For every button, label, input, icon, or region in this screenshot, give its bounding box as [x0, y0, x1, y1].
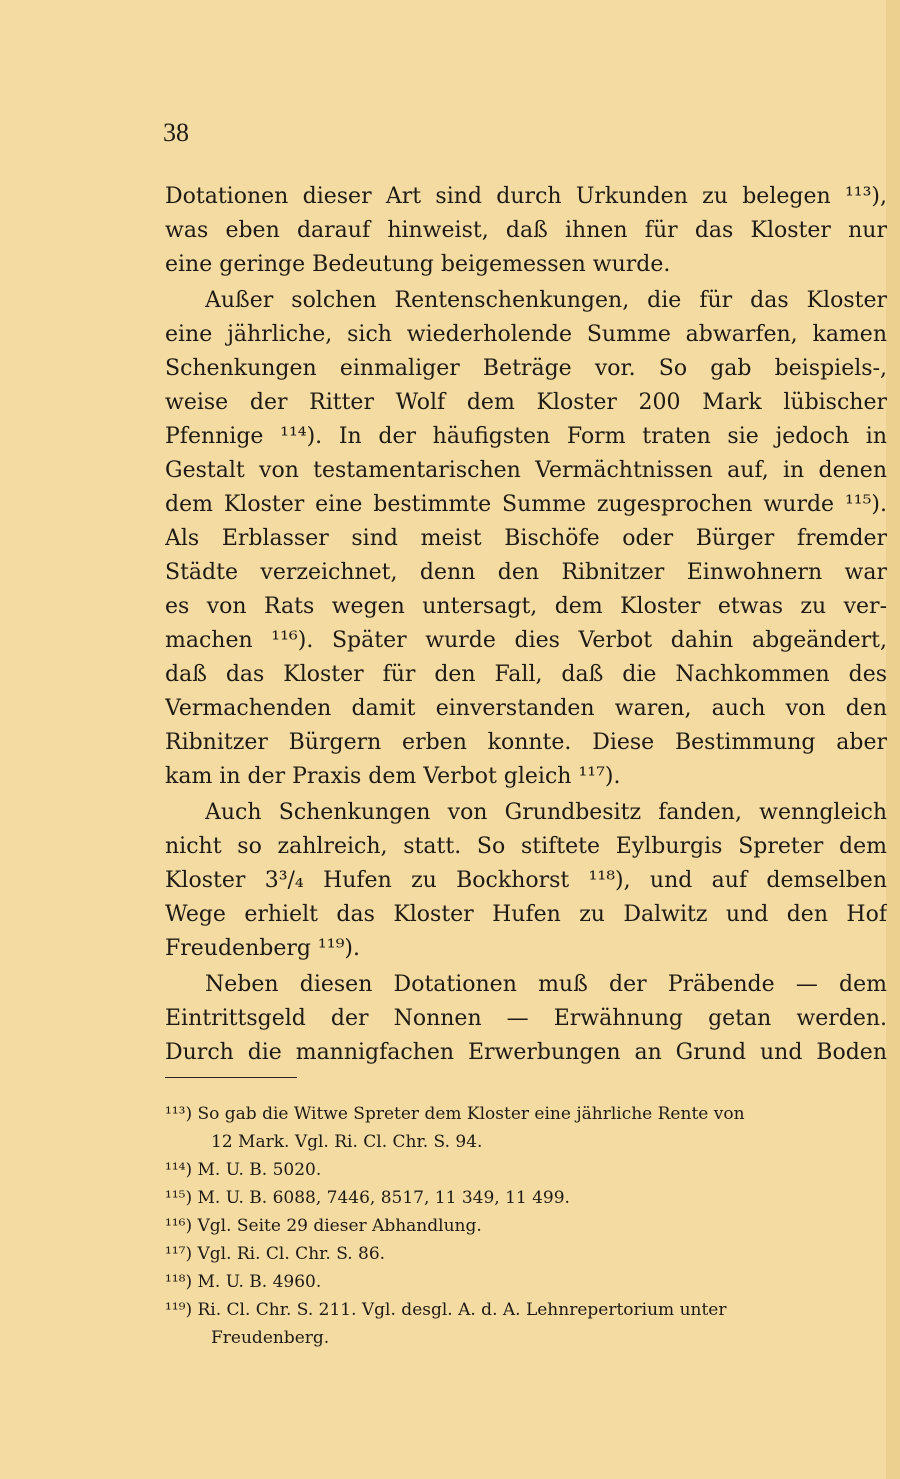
footnote-line: ¹¹⁴) M. U. B. 5020.: [165, 1160, 322, 1180]
footnote-line: Freudenberg.: [211, 1328, 330, 1348]
body-line: Neben diesen Dotationen muß der Präbende — dem: [205, 972, 887, 997]
body-line: Gestalt von testamentarischen Vermächtnissen auf, in denen: [165, 458, 887, 483]
body-line: es von Rats wegen untersagt, dem Kloster etwas zu ver-: [165, 594, 887, 619]
body-line: Städte verzeichnet, denn den Ribnitzer Einwohnern war: [165, 560, 887, 585]
footnote-line: 12 Mark. Vgl. Ri. Cl. Chr. S. 94.: [211, 1132, 483, 1152]
body-line: Freudenberg ¹¹⁹).: [165, 936, 360, 961]
body-line: Schenkungen einmaliger Beträge vor. So gab beispiels-,: [165, 356, 887, 381]
footnote-line: ¹¹⁸) M. U. B. 4960.: [165, 1272, 322, 1292]
body-line: Außer solchen Rentenschenkungen, die für das Kloster: [205, 288, 887, 313]
body-line: Dotationen dieser Art sind durch Urkunden zu belegen ¹¹³),: [165, 184, 887, 209]
footnote-line: ¹¹⁷) Vgl. Ri. Cl. Chr. S. 86.: [165, 1244, 386, 1264]
footnote-divider: [165, 1077, 297, 1078]
body-line: eine geringe Bedeutung beigemessen wurde.: [165, 252, 671, 277]
body-line: weise der Ritter Wolf dem Kloster 200 Mark lübischer: [165, 390, 887, 415]
body-line: Eintrittsgeld der Nonnen — Erwähnung getan werden.: [165, 1006, 887, 1031]
footnote-line: ¹¹⁹) Ri. Cl. Chr. S. 211. Vgl. desgl. A. d. A. Lehnrepertorium unter: [165, 1300, 727, 1320]
footnote-line: ¹¹⁵) M. U. B. 6088, 7446, 8517, 11 349, 11 499.: [165, 1188, 570, 1208]
body-line: kam in der Praxis dem Verbot gleich ¹¹⁷).: [165, 764, 621, 789]
body-line: Auch Schenkungen von Grundbesitz fanden, wenngleich: [205, 800, 887, 825]
page-number: 38: [163, 118, 189, 147]
body-line: Durch die mannigfachen Erwerbungen an Grund und Boden: [165, 1040, 887, 1065]
body-line: daß das Kloster für den Fall, daß die Nachkommen des: [165, 662, 887, 687]
body-line: Vermachenden damit einverstanden waren, auch von den: [165, 696, 887, 721]
body-line: Pfennige ¹¹⁴). In der häufigsten Form traten sie jedoch in: [165, 424, 887, 449]
body-line: eine jährliche, sich wiederholende Summe abwarfen, kamen: [165, 322, 887, 347]
footnote-line: ¹¹⁶) Vgl. Seite 29 dieser Abhandlung.: [165, 1216, 482, 1236]
footnote-line: ¹¹³) So gab die Witwe Spreter dem Kloster eine jährliche Rente von: [165, 1104, 745, 1124]
body-line: Kloster 3³/₄ Hufen zu Bockhorst ¹¹⁸), und auf demselben: [165, 868, 887, 893]
page-edge: [886, 0, 900, 1479]
body-line: dem Kloster eine bestimmte Summe zugesprochen wurde ¹¹⁵).: [165, 492, 887, 517]
body-line: Ribnitzer Bürgern erben konnte. Diese Bestimmung aber: [165, 730, 887, 755]
body-line: Wege erhielt das Kloster Hufen zu Dalwitz und den Hof: [165, 902, 887, 927]
body-line: nicht so zahlreich, statt. So stiftete Eylburgis Spreter dem: [165, 834, 887, 859]
body-line: machen ¹¹⁶). Später wurde dies Verbot dahin abgeändert,: [165, 628, 887, 653]
body-line: was eben darauf hinweist, daß ihnen für das Kloster nur: [165, 218, 887, 243]
body-line: Als Erblasser sind meist Bischöfe oder Bürger fremder: [165, 526, 887, 551]
